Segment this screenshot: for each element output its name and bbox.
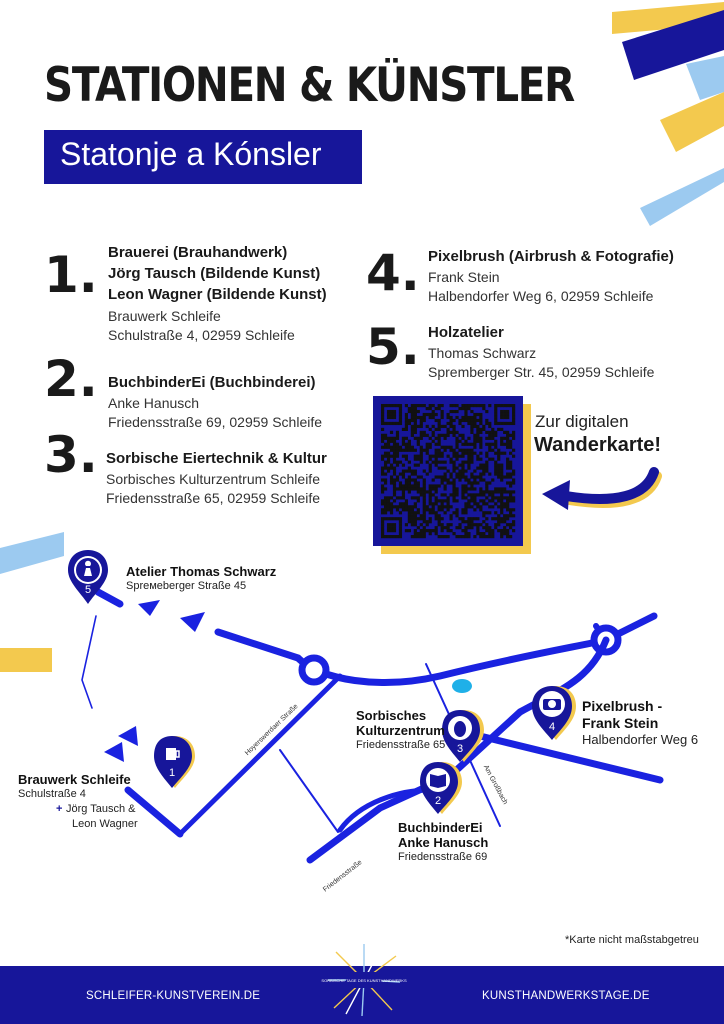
station-line: Halbendorfer Weg 6, 02959 Schleife (428, 288, 654, 304)
pin-number: 1 (168, 767, 176, 779)
map-label-title: Pixelbrush - (582, 698, 663, 714)
street-label: Hoyerswerdaer Straße (244, 703, 300, 758)
egg-icon (454, 721, 466, 737)
map-label-street: Friedensstraße 65 (356, 739, 446, 751)
station-heading: Jörg Tausch (Bildende Kunst) (108, 265, 321, 282)
map-label-title: Anke Hanusch (398, 835, 489, 850)
station-1 (108, 242, 327, 345)
arrow-left-icon (536, 466, 666, 516)
logo-starburst (321, 942, 407, 1018)
station-heading: Pixelbrush (Airbrush & Fotografie) (428, 248, 674, 265)
station-line: Friedensstraße 69, 02959 Schleife (108, 414, 323, 430)
pin-number: 3 (456, 743, 464, 755)
station-2 (108, 372, 322, 432)
map-label-atelier (126, 564, 276, 593)
station-heading: Brauerei (Brauhandwerk) (108, 244, 288, 261)
footer-link-left[interactable]: SCHLEIFER-KUNSTVEREIN.DE (86, 990, 261, 1002)
station-number: 4. (366, 244, 420, 302)
map-label-street: Friedensstraße 69 (398, 851, 488, 863)
map-label-street: Halbendorfer Weg 6 (582, 732, 699, 747)
footer-link-right[interactable]: KUNSTHANDWERKSTAGE.DE (482, 990, 650, 1002)
station-heading: Holzatelier (428, 324, 504, 341)
map-label-extra: Jörg Tausch & (66, 803, 136, 815)
logo-text: SORBISCHE TAGE DES KUNSTHANDWERKS (321, 978, 407, 983)
station-4 (428, 246, 674, 306)
pin-number: 4 (548, 721, 556, 733)
map-label-title: Frank Stein (582, 715, 659, 731)
map-pin-1[interactable] (152, 734, 196, 790)
map-label-street: Sprемeberger Straße 45 (126, 580, 247, 592)
book-icon (430, 774, 446, 788)
station-line: Sorbisches Kulturzentrum Schleife (106, 471, 320, 487)
map-label-brauwerk (18, 772, 131, 801)
station-line: Spremberger Str. 45, 02959 Schleife (428, 364, 655, 380)
station-number: 3. (44, 426, 98, 484)
map-label-pixelbrush (582, 698, 698, 748)
map-pin-5[interactable] (66, 548, 112, 606)
street-label: Am Großbach (481, 764, 509, 806)
station-3 (106, 448, 327, 508)
map-pin-3[interactable] (440, 708, 486, 764)
map-disclaimer: *Karte nicht maßstabgetreu (565, 934, 699, 946)
page-title: STATIONEN & KÜNSTLER (44, 58, 574, 113)
map-label-title: BuchbinderEi (398, 820, 483, 835)
station-line: Thomas Schwarz (428, 345, 537, 361)
station-line: Brauwerk Schleife (108, 308, 221, 324)
beer-mug-icon (166, 748, 176, 760)
station-5 (428, 322, 654, 382)
station-number: 1. (44, 246, 98, 304)
street-label: Friedensstraße (322, 859, 364, 894)
map-label-sorbisches (356, 708, 445, 752)
map-label-buchbinderei (398, 820, 488, 864)
map-label-title: Kulturzentrum (356, 723, 445, 738)
map-pin-4[interactable] (530, 684, 578, 744)
map-label-title: Sorbisches (356, 708, 427, 723)
station-line: Friedensstraße 65, 02959 Schleife (106, 490, 321, 506)
station-heading: Sorbische Eiertechnik & Kultur (106, 450, 327, 467)
station-number: 2. (44, 350, 98, 408)
map-label-street: Schulstraße 4 (18, 788, 86, 800)
plus-icon: + (56, 803, 63, 815)
map-label-title: Brauwerk Schleife (18, 772, 131, 787)
station-heading: Leon Wagner (Bildende Kunst) (108, 286, 327, 303)
station-line: Schulstraße 4, 02959 Schleife (108, 327, 295, 343)
qr-caption-strong: Wanderkarte! (534, 434, 662, 456)
station-line: Anke Hanusch (108, 395, 200, 411)
station-line: Frank Stein (428, 269, 500, 285)
station-number: 5. (366, 318, 420, 376)
station-heading: BuchbinderEi (Buchbinderei) (108, 374, 316, 391)
map-label-extra: Leon Wagner (72, 818, 138, 830)
map-label-title: Atelier Thomas Schwarz (126, 564, 277, 579)
page-subtitle: Statonje a Kónsler (60, 136, 322, 172)
pin-number: 5 (84, 584, 92, 596)
map-pin-2[interactable] (418, 760, 464, 816)
qr-caption: Zur digitalen (535, 412, 629, 431)
pin-number: 2 (434, 795, 442, 807)
qr-code[interactable] (381, 404, 515, 538)
